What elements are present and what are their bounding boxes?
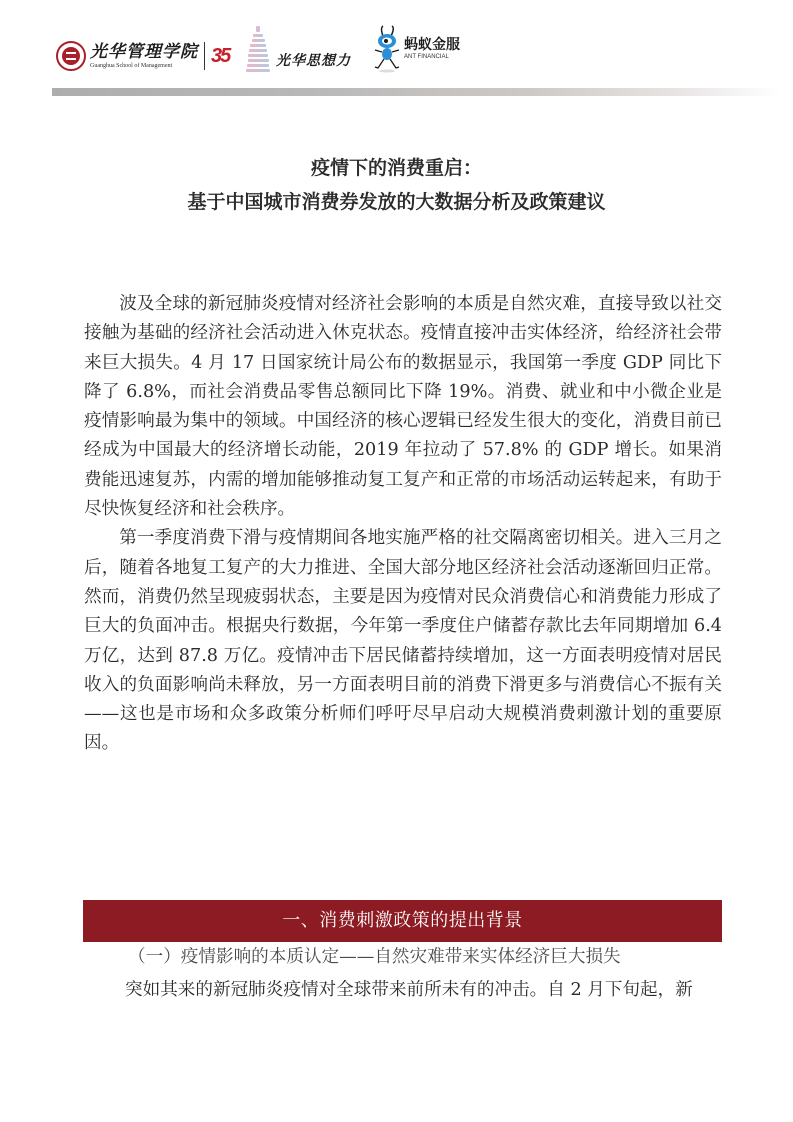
- guanghua-wordmark: [90, 41, 198, 69]
- title-line-2: 基于中国城市消费券发放的大数据分析及政策建议: [187, 191, 606, 213]
- ant-mascot-icon: [372, 24, 402, 74]
- section-paragraph-start: 突如其来的新冠肺炎疫情对全球带来前所未有的冲击。自 2 月下旬起，新: [125, 980, 693, 1000]
- page-header: [0, 0, 793, 100]
- document-title: [0, 151, 793, 219]
- ant-financial-name-en: ANT FINANCIAL: [404, 54, 449, 60]
- guanghua-thought-logo: 光华思想力: [276, 53, 351, 69]
- anniversary-badge: 35: [211, 44, 230, 67]
- guanghua-name-en: Guanghua School of Management: [90, 62, 173, 69]
- section-subheading: （一）疫情影响的本质认定——自然灾难带来实体经济巨大损失: [128, 947, 621, 967]
- guanghua-logo: [56, 36, 229, 76]
- body-paragraph-2: 第一季度消费下滑与疫情期间各地实施严格的社交隔离密切相关。进入三月之后，随着各地复工复产的大力推进、全国大部分地区经济社会活动逐渐回归正常。然而，消费仍然呈现疲弱状态，主要是因为疫情对民众消费信心和消费能力形成了巨大的负面冲击。根据央行数据，今年第一季度住户储蓄存款比去年同期增加 6.4 万亿，达到 87.8 万亿。疫情冲击下居民储蓄持续增加，这一方面表明疫情对居民收入的负面影响尚未释放，另一方面表明目前的消费下滑更多与消费信心不振有关——这也是市场和众多政策分析师们呼吁尽早启动大规模消费刺激计划的重要原因。: [84, 528, 722, 754]
- title-line-1: 疫情下的消费重启：: [310, 157, 482, 179]
- pagoda-icon: [246, 26, 270, 76]
- header-divider-bar: [52, 88, 780, 96]
- body-content: [84, 290, 722, 759]
- ant-financial-name-cn: 蚂蚁金服: [404, 37, 460, 53]
- peking-university-seal-icon: [56, 41, 86, 71]
- logo-divider: [204, 42, 205, 70]
- guanghua-name-cn: 光华管理学院: [90, 41, 198, 62]
- section-heading-banner: 一、消费刺激政策的提出背景: [83, 900, 722, 942]
- ant-financial-logo: [372, 24, 460, 74]
- body-paragraph-1: 波及全球的新冠肺炎疫情对经济社会影响的本质是自然灾难，直接导致以社交接触为基础的经济社会活动进入休克状态。疫情直接冲击实体经济，给经济社会带来巨大损失。4 月 17 日国家统计局公布的数据显示，我国第一季度 GDP 同比下降了 6.8%，而社会消费品零售总额同比下降 19%。消费、就业和中小微企业是疫情影响最为集中的领域。中国经济的核心逻辑已经发生很大的变化，消费目前已经成为中国最大的经济增长动能，2019 年拉动了 57.8% 的 GDP 增长。如果消费能迅速复苏，内需的增加能够推动复工复产和正常的市场活动运转起来，有助于尽快恢复经济和社会秩序。: [84, 294, 722, 520]
